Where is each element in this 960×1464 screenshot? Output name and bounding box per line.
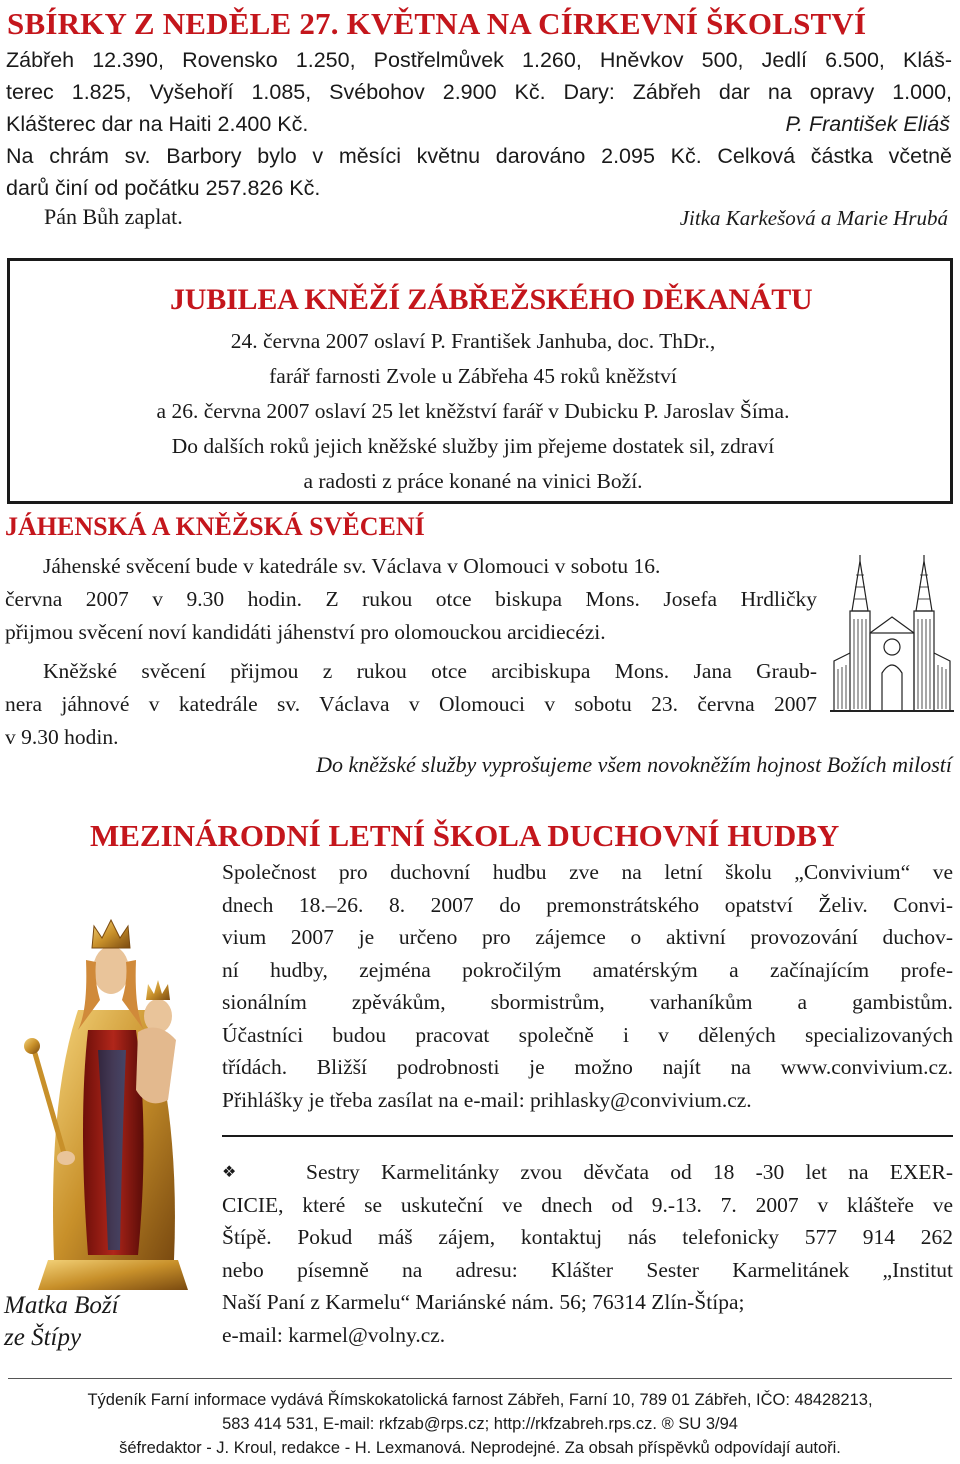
text-line: darů činí od počátku 257.826 Kč. [6,176,321,200]
jubilee-heading: JUBILEA KNĚŽÍ ZÁBŘEŽSKÉHO DĚKANÁTU [170,283,813,316]
text-line: Kněžské svěcení přijmou z rukou otce arcibiskupa Mons. Jana Graub- [43,659,817,683]
text-line: farář farnosti Zvole u Zábřeha 45 roků kněžství [269,364,677,388]
text-line: nebo písemně na adresu: Klášter Sester Karmelitánek „Institut [222,1257,953,1282]
summer-school-text [222,856,953,1116]
text-line: a 26. června 2007 oslaví 25 let kněžství farář v Dubicku P. Jaroslav Šíma. [156,399,790,423]
madonna-statue-icon [8,900,213,1295]
text-line: Naší Paní z Karmelu“ Mariánské nám. 56; 76314 Zlín-Štípa; [222,1290,745,1314]
text-line: Do dalších roků jejich kněžské služby jim přejeme dostatek sil, zdraví [171,434,775,458]
text-line: 24. června 2007 oslaví P. František Janhuba, doc. ThDr., [230,329,716,353]
text-line: CICIE, které se uskuteční ve dnech od 9.-13. 7. 2007 v klášteře ve [222,1192,953,1217]
collections-heading: SBÍRKY Z NEDĚLE 27. KVĚTNA NA CÍRKEVNÍ ŠKOLSTVÍ [7,6,867,41]
text-line: třídách. Bližší podrobnosti je možno najít na www.convivium.cz. [222,1055,953,1079]
text-line: sionálním zpěvákům, sbormistrům, varhaníkům a gambistům. [222,990,953,1014]
text-line: nera jáhnové v katedrále sv. Václava v Olomouci v sobotu 23. června 2007 [5,692,817,716]
ordination-text [5,550,817,754]
text-line: Účastníci budou pracovat společně i v dělených specializovaných [222,1022,953,1047]
text-line: Zábřeh 12.390, Rovensko 1.250, Postřelmůvek 1.260, Hněvkov 500, Jedlí 6.500, Kláš- [6,48,952,72]
thanks-text: Pán Bůh zaplat. [44,204,183,229]
text-line: e-mail: karmel@volny.cz. [222,1322,446,1347]
bullet-icon: ❖ [222,1162,237,1181]
text-line: vium 2007 je určeno pro zájemce o aktivní provozování duchov- [222,925,953,949]
caption-line: Matka Boží [4,1292,119,1319]
text-line: června 2007 v 9.30 hodin. Z rukou otce biskupa Mons. Josefa Hrdličky [5,587,817,611]
text-line: Sestry Karmelitánky zvou děvčata od 18 -30 let na EXER- [306,1160,953,1184]
text-line: v 9.30 hodin. [5,725,119,749]
text-line: Jáhenské svěcení bude v katedrále sv. Václava v Olomouci v sobotu 16. [43,554,661,578]
jubilee-box [7,258,953,504]
madonna-caption [4,1290,119,1354]
text-line: ní hudby, zejména pokročilým amatérským a začínajícím profe- [222,957,953,982]
signature: P. František Eliáš [785,112,950,136]
summer-school-heading: MEZINÁRODNÍ LETNÍ ŠKOLA DUCHOVNÍ HUDBY [90,818,840,853]
cathedral-icon [830,553,954,713]
text-line: a radosti z práce konané na vinici Boží. [303,469,643,493]
footer [0,1388,960,1460]
text-line: dnech 18.–26. 8. 2007 do premonstrátského opatství Želiv. Convi- [222,892,953,917]
ordination-closing: Do kněžské služby vyprošujeme všem novokněžím hojnost Božích milostí [316,752,952,777]
footer-line: šéfredaktor - J. Kroul, redakce - H. Lexmanová. Neprodejné. Za obsah příspěvků odpovídají autoři. [119,1439,841,1457]
text-line: Klášterec dar na Haiti 2.400 Kč. [6,112,309,136]
text-line: Štípě. Pokud máš zájem, kontaktuj nás telefonicky 577 914 262 [222,1225,953,1249]
footer-line: Týdeník Farní informace vydává Římskokatolická farnost Zábřeh, Farní 10, 789 01 Zábřeh, IČO: 48428213, [87,1391,873,1409]
ordination-heading: JÁHENSKÁ A KNĚŽSKÁ SVĚCENÍ [5,512,425,541]
jubilee-text [10,324,950,499]
signature: Jitka Karkešová a Marie Hrubá [679,206,948,230]
caption-line: ze Štípy [4,1324,82,1351]
text-line: Společnost pro duchovní hudbu zve na letní školu „Convivium“ ve [222,860,953,884]
carmelites-text [222,1156,953,1351]
collections-text [6,44,952,204]
footer-line: 583 414 531, E-mail: rkfzab@rps.cz; http://rkfzabreh.rps.cz. ® SU 3/94 [222,1415,738,1433]
text-line: Přihlášky je třeba zasílat na e-mail: prihlasky@convivium.cz. [222,1087,752,1112]
text-line: přijmou svěcení noví kandidáti jáhenství pro olomouckou arcidiecézi. [5,620,606,644]
section-divider [222,1135,953,1137]
footer-divider [8,1378,952,1379]
text-line: terec 1.825, Vyšehoří 1.085, Svébohov 2.900 Kč. Dary: Zábřeh dar na opravy 1.000, [6,80,952,104]
text-line: Na chrám sv. Barbory bylo v měsíci květnu darováno 2.095 Kč. Celková částka včetně [6,144,952,168]
